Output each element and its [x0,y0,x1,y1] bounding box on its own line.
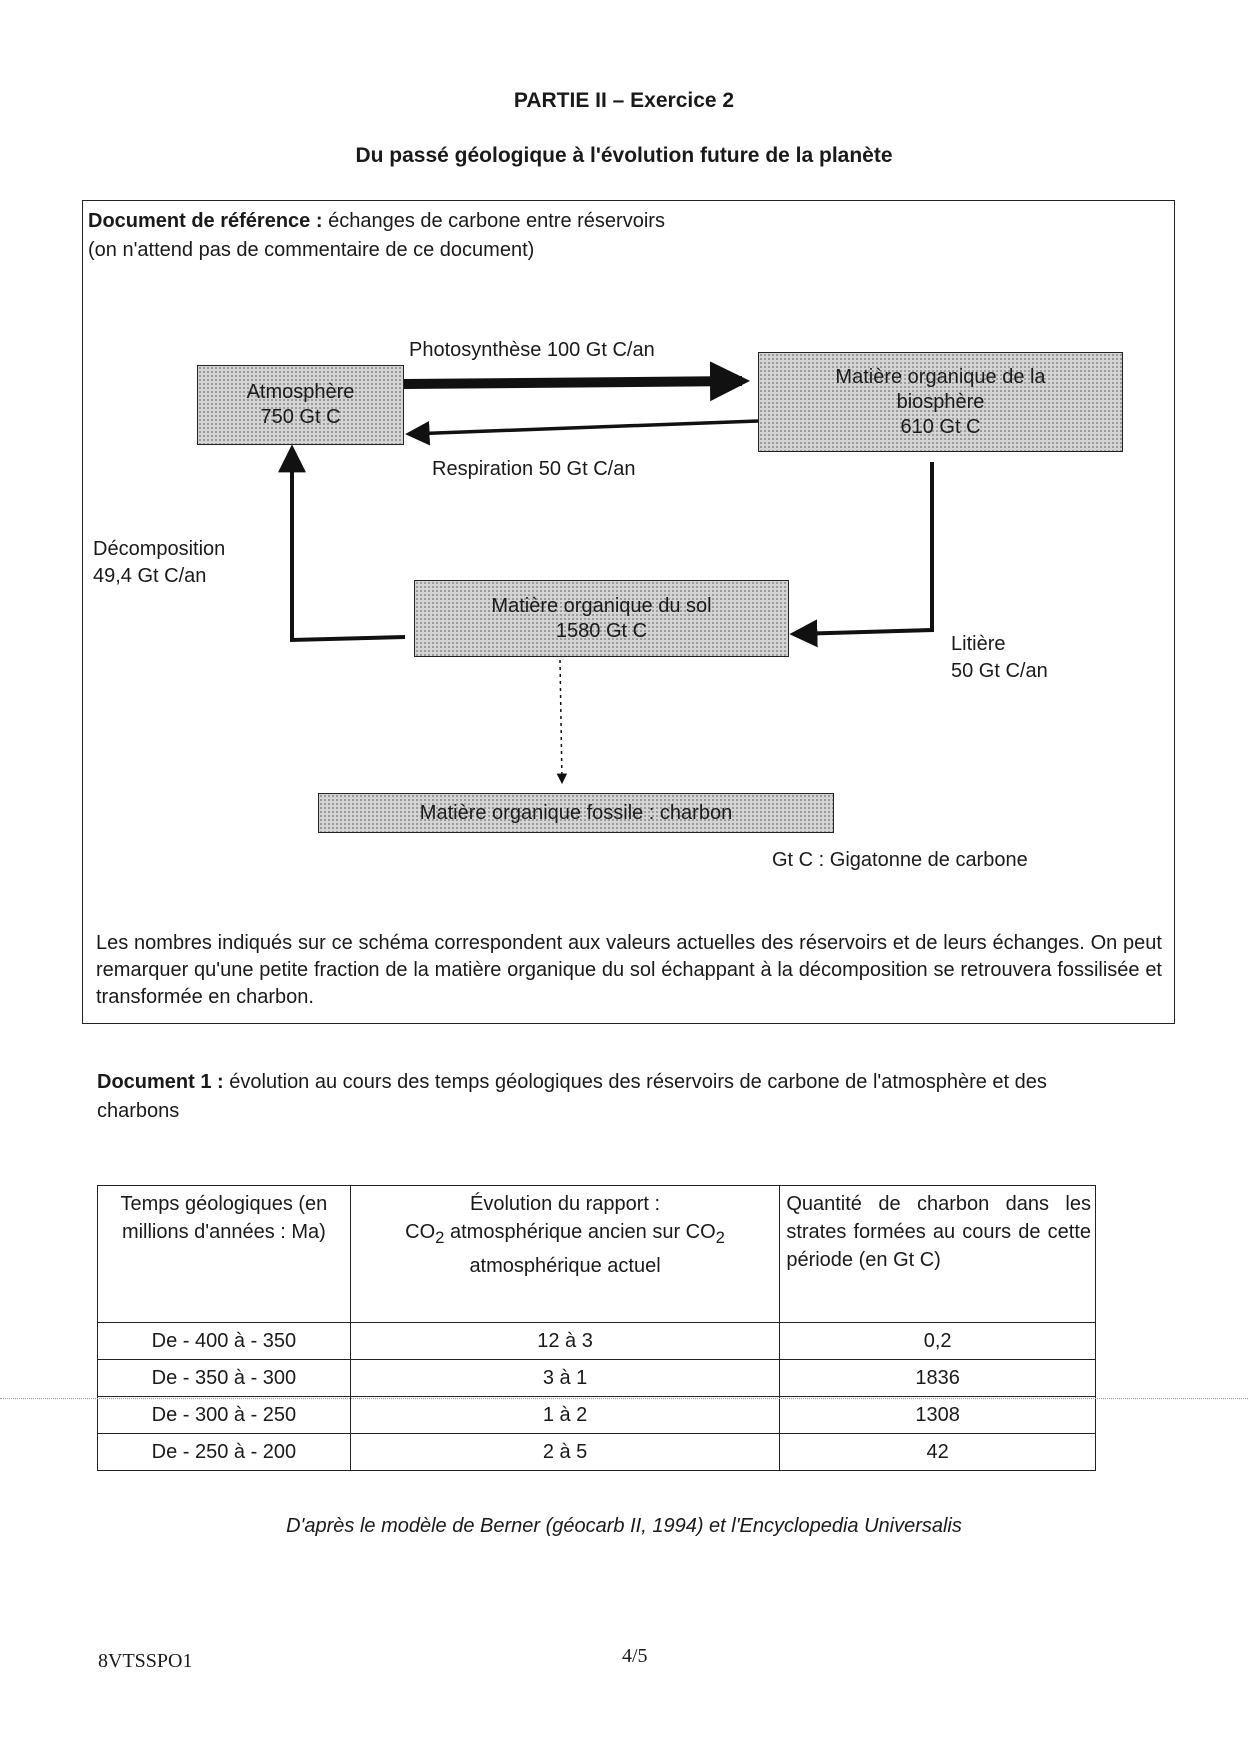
reference-footnote: Les nombres indiqués sur ce schéma correspondent aux valeurs actuelles des réservoirs et de leurs échanges. On peut remarquer qu'une petite fraction de la matière organique du sol échappant à la décomposition se retrouvera fossilisée et transformée en charbon. [96,932,1162,1008]
source-citation: D'après le modèle de Berner (géocarb II, 1994) et l'Encyclopedia Universalis [286,1515,962,1537]
litter-label-1: Litière [951,633,1006,655]
unit-legend: Gt C : Gigatonne de carbone [772,849,1028,871]
photosynthesis-arrow [404,381,742,384]
column-header-coal: Quantité de charbon dans les strates formées au cours de cette période (en Gt C) [780,1186,1096,1323]
footer-code: 8VTSSPO1 [98,1650,193,1672]
document1-heading-text: évolution au cours des temps géologiques des réservoirs de carbone de l'atmosphère et des charbons [97,1071,1047,1122]
reference-heading-text: échanges de carbone entre réservoirs [328,210,665,232]
cell-ratio: 1 à 2 [350,1397,780,1434]
table-row [98,1360,1096,1397]
decomposition-arrow [292,450,405,640]
decomposition-label-1: Décomposition [93,538,226,560]
fossilisation-arrow [560,660,562,782]
reference-heading-label: Document de référence : [88,210,323,232]
cell-coal: 1308 [780,1397,1096,1434]
fossil-reservoir [318,793,834,833]
cell-period: De - 400 à - 350 [98,1323,351,1360]
biosphere-reservoir [758,352,1123,452]
decomposition-label-2: 49,4 Gt C/an [93,565,207,587]
cell-coal: 1836 [780,1360,1096,1397]
cell-coal: 42 [780,1434,1096,1471]
atmosphere-reservoir [197,365,404,445]
document1-heading [97,1068,1097,1126]
cell-period: De - 250 à - 200 [98,1434,351,1471]
table-row [98,1434,1096,1471]
table-row [98,1323,1096,1360]
biosphere-label-2: biosphère [896,390,985,413]
atmosphere-label: Atmosphère [246,381,355,403]
page-number: 4/5 [622,1645,648,1667]
respiration-label: Respiration 50 Gt C/an [432,458,636,480]
litter-arrow [795,462,932,634]
soil-reservoir [414,580,789,657]
cell-ratio: 2 à 5 [350,1434,780,1471]
photosynthesis-label: Photosynthèse 100 Gt C/an [409,339,655,361]
column-header-ratio: Évolution du rapport : $CO_2$ atmosphérique ancien sur $CO_2$ atmosphérique actuel [350,1186,780,1323]
table-header-row [98,1186,1096,1323]
scan-dotted-line [0,1398,1248,1399]
table-row [98,1397,1096,1434]
atmosphere-value: 750 Gt C [260,406,341,428]
soil-value: 1580 Gt C [555,619,648,642]
soil-label: Matière organique du sol [491,594,712,617]
litter-label [951,631,1048,685]
respiration-arrow [410,421,758,434]
reference-note: (on n'attend pas de commentaire de ce document) [88,239,535,261]
subtitle: Du passé géologique à l'évolution future de la planète [355,144,893,167]
carbon-data-table [97,1185,1096,1471]
cell-ratio: 12 à 3 [350,1323,780,1360]
litter-label-2: 50 Gt C/an [951,660,1048,682]
column-header-time: Temps géologiques (en millions d'années : Ma) [98,1186,351,1323]
cell-ratio: 3 à 1 [350,1360,780,1397]
decomposition-label [93,536,225,590]
fossil-label: Matière organique fossile : charbon [419,801,733,824]
part-title: PARTIE II – Exercice 2 [513,89,735,112]
cell-coal: 0,2 [780,1323,1096,1360]
cell-period: De - 300 à - 250 [98,1397,351,1434]
document1-heading-label: Document 1 : [97,1071,224,1093]
cell-period: De - 350 à - 300 [98,1360,351,1397]
biosphere-value: 610 Gt C [900,415,981,438]
biosphere-label-1: Matière organique de la [835,365,1046,388]
